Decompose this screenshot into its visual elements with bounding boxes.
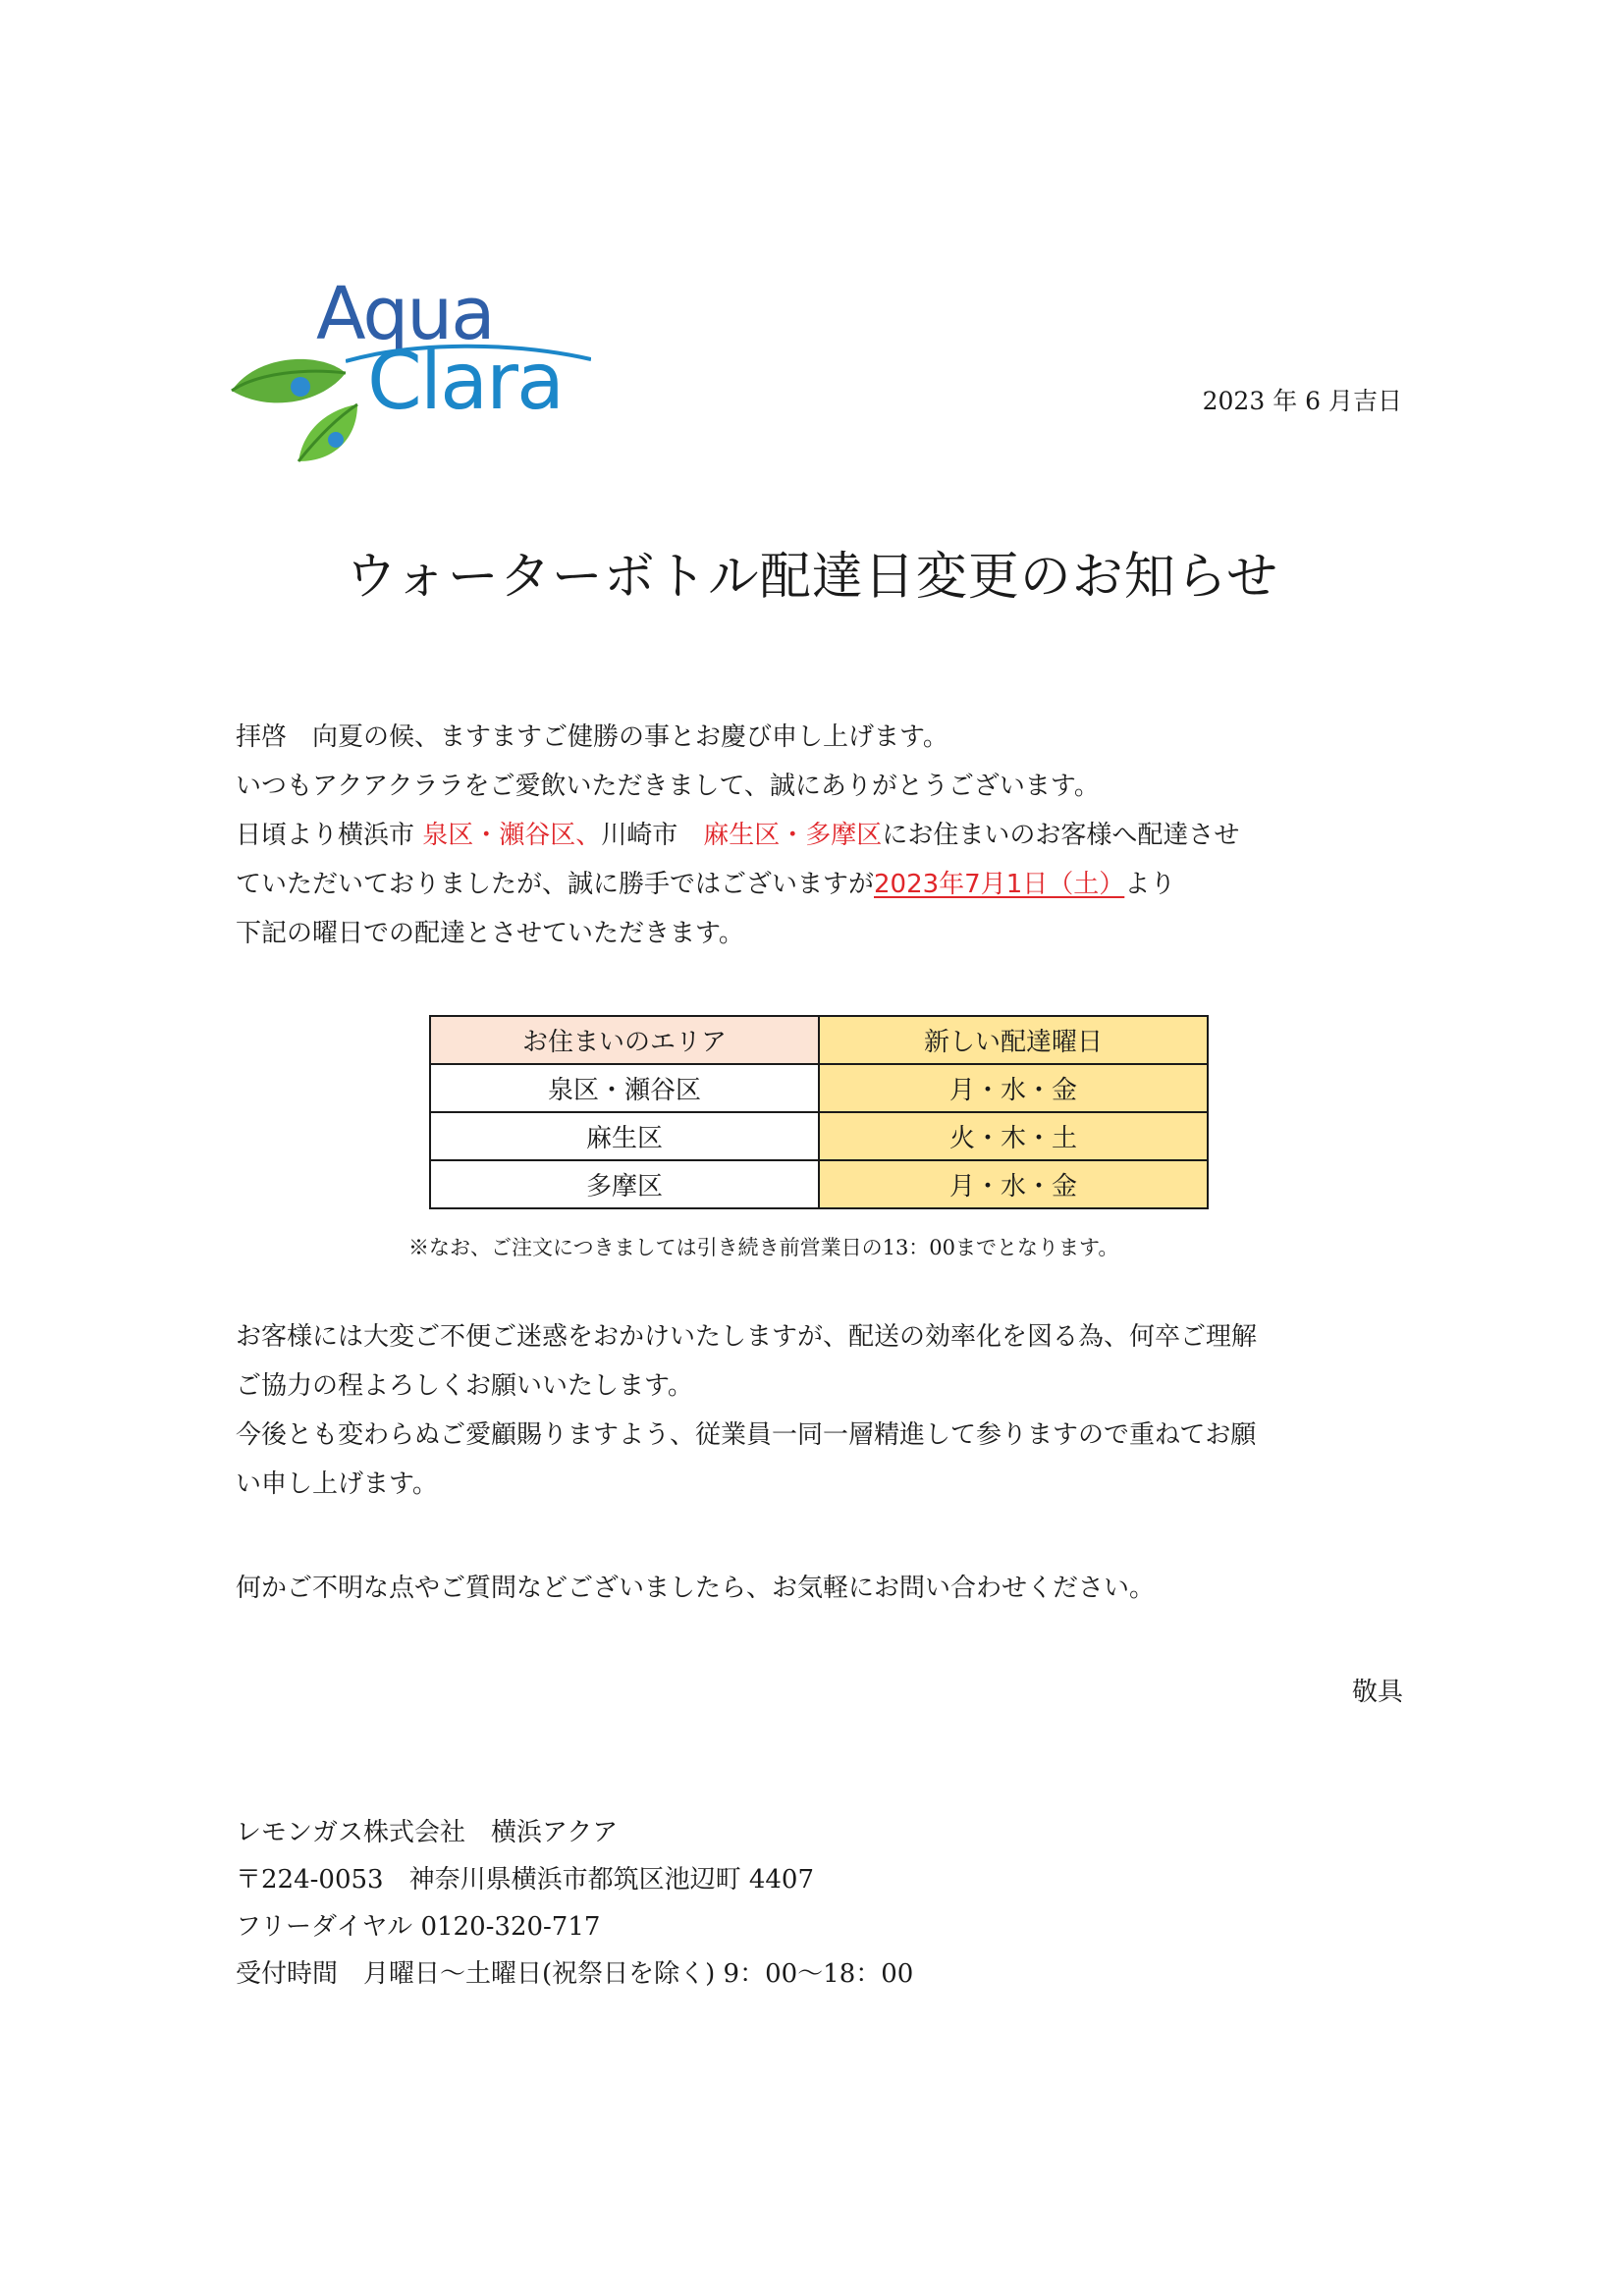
delivery-schedule-table [429,1015,1209,1209]
intro-text: 日頃より横浜市 [236,821,423,850]
day-cell: 月・水・金 [819,1160,1208,1208]
logo-text-aqua: Aqua [316,272,494,356]
apology-line-3: 今後とも変わらぬご愛顧賜りますよう、従業員一同一層精進して参りますので重ねてお願 [236,1420,1257,1450]
closing-salutation: 敬具 [1351,1678,1403,1707]
column-header-area: お住まいのエリア [430,1016,819,1064]
inquiry-text [236,1564,1414,1613]
intro-line-2: いつもアクアクララをご愛飲いただきまして、誠にありがとうございます。 [236,772,1100,801]
company-info [236,1809,913,1998]
day-cell: 火・木・土 [819,1112,1208,1160]
intro-text: にお住まいのお客様へ配達させ [882,821,1240,850]
intro-text: ていただいておりましたが、誠に勝手ではございますが [236,870,875,899]
table-row [430,1064,1208,1112]
intro-text: 川崎市 [601,821,704,850]
intro-line-4 [236,860,1414,909]
page-title: ウォーターボトル配達日変更のお知らせ [345,548,1279,607]
intro-line-1: 拝啓 向夏の候、ますますご健勝の事とお慶び申し上げます。 [236,722,948,752]
day-cell: 月・水・金 [819,1064,1208,1112]
table-header-row [430,1016,1208,1064]
intro-text: より [1124,870,1176,899]
company-hours: 受付時間 月曜日～土曜日(祝祭日を除く) 9：00～18：00 [236,1959,914,1989]
company-address: 〒224-0053 神奈川県横浜市都筑区池辺町 4407 [236,1865,815,1895]
table-row [430,1160,1208,1208]
area-cell: 麻生区 [430,1112,819,1160]
highlight-area-yokohama: 泉区・瀬谷区、 [422,821,602,850]
column-header-day: 新しい配達曜日 [819,1016,1208,1064]
logo-text-clara: Clara [367,336,564,427]
highlight-area-kawasaki: 麻生区・多摩区 [703,821,883,850]
area-cell: 泉区・瀬谷区 [430,1064,819,1112]
logo-swoosh [346,342,591,371]
order-deadline-note: ※なお、ご注文につきましては引き続き前営業日の13：00までとなります。 [408,1236,1119,1259]
effective-date: 2023年7月1日（土） [874,870,1125,899]
apology-line-4: い申し上げます。 [236,1469,438,1499]
area-cell: 多摩区 [430,1160,819,1208]
company-phone: フリーダイヤル 0120-320-717 [236,1912,601,1942]
letter-date: 2023 年 6 月吉日 [1202,387,1402,415]
apology-line-2: ご協力の程よろしくお願いいたします。 [236,1371,693,1401]
company-name: レモンガス株式会社 横浜アクア [236,1818,619,1847]
apology-line-1: お客様には大変ご不便ご迷惑をおかけいたしますが、配送の効率化を図る為、何卒ご理解 [236,1322,1258,1352]
table-row [430,1112,1208,1160]
inquiry-line: 何かご不明な点やご質問などございましたら、お気軽にお問い合わせください。 [236,1574,1156,1603]
intro-paragraph [236,713,1414,958]
intro-line-5: 下記の曜日での配達とさせていただきます。 [236,919,744,948]
company-logo [228,272,601,466]
intro-line-3 [236,811,1414,860]
apology-paragraph [236,1312,1414,1509]
